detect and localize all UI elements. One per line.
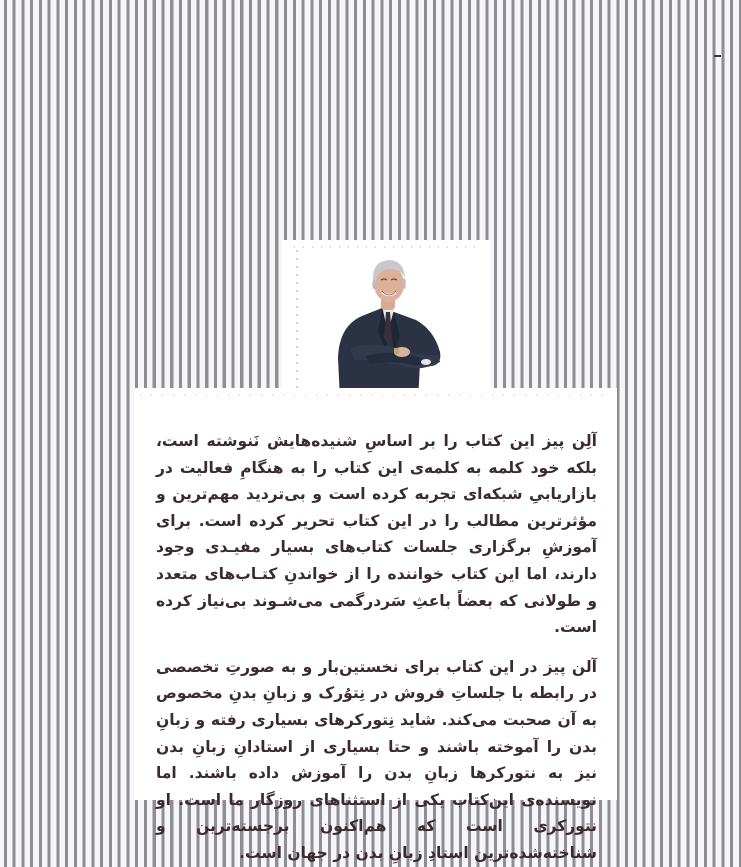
author-portrait bbox=[282, 240, 490, 400]
book-description bbox=[156, 428, 597, 867]
decorative-dots bbox=[140, 394, 607, 396]
print-mark bbox=[714, 55, 721, 57]
back-cover-text-panel bbox=[134, 388, 617, 862]
author-photo-panel bbox=[282, 240, 490, 400]
paragraph-about-book: آلِن پیز این کتاب را بر اساسِ شنیده‌هایش نَنوشته است، بلکه خود کلمه به کلمه‌ی این کتاب را به هنگامِ فعالیت در بازاریابیِ شبکه‌ای تجربه کرده است و بی‌تردید مهم‌ترین و مؤثرترین مطالب را در این کتاب تحریر کرده است. برای آموزشِ برگزاری جلسات کتاب‌های بسیار مفیـدی وجود دارند، اما این کتاب خواننده را از خواندنِ کتـاب‌های متعدد و طولانی که بعضاً باعثِ سَردرگمی می‌شـوند بی‌نیاز کرده است. bbox=[156, 432, 597, 637]
paragraph-about-author: آلن پیز در این کتاب برای نخستین‌بار و به صورتِ تخصصی در رابطه با جلساتِ فروش در نِتوُرک و زبانِ بدنِ مخصوص به آن صحبت می‌کند. شاید نِتورکرهای بسیاری رفته و زبانِ بدن را آموخته باشند و حتا بسیاری از استادانِ زبانِ بدن نیز به نتورکرها زبانِ بدن را آموزش داده باشند. اما نویسنده‌ی این‌کتاب یکی از استثناهای روزگار ما است. او نتورکری است که هم‌اکنون برجسته‌ترین و شناخته‌شده‌ترین استادِ زبانِ بدن در جهان است. bbox=[156, 657, 597, 862]
